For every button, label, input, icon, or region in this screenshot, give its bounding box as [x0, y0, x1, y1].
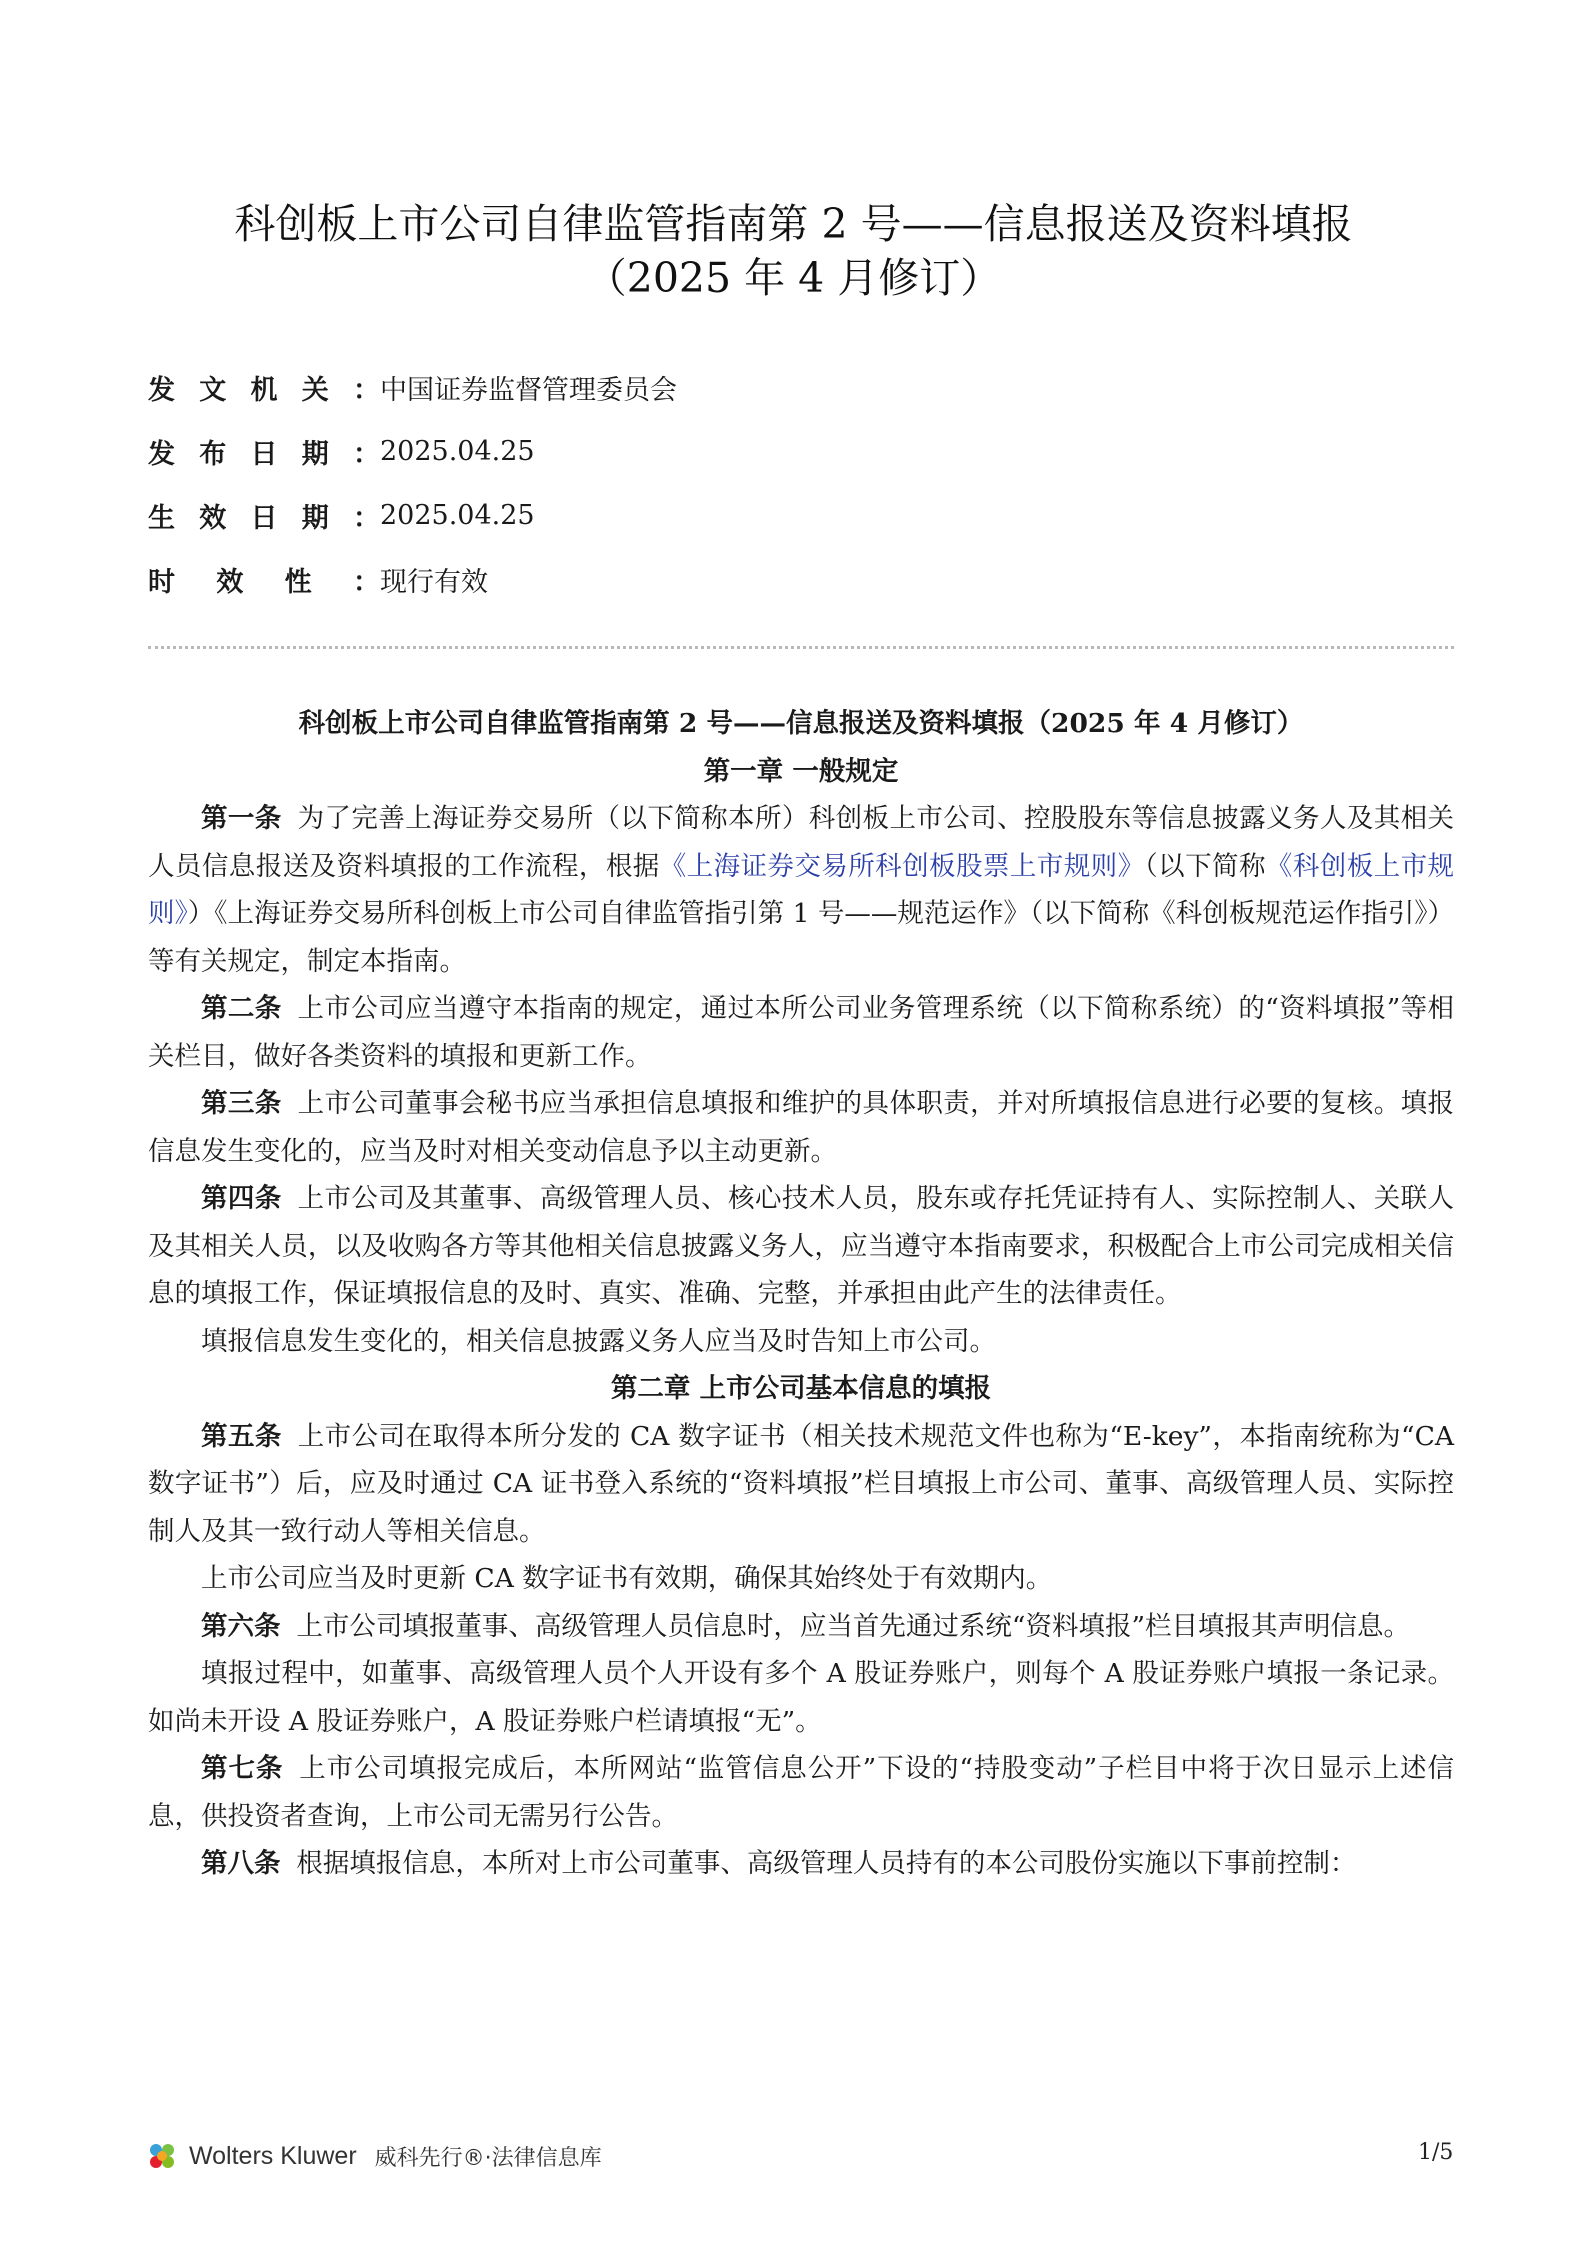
article-4	[148, 1175, 1454, 1318]
article-5	[148, 1413, 1454, 1556]
chapter-heading: 第一章 一般规定	[703, 755, 899, 787]
chapter-heading: 第二章 上市公司基本信息的填报	[610, 1373, 992, 1404]
document-body	[148, 700, 1454, 1888]
article-text: 上市公司应当遵守本指南的规定，通过本所公司业务管理系统（以下简称系统）的“资料填报”等相关栏目，做好各类资料的填报和更新工作。	[148, 993, 1455, 1072]
meta-row-effective-date	[148, 483, 677, 547]
article-label: 第八条	[201, 1848, 281, 1879]
article-text: 上市公司董事会秘书应当承担信息填报和维护的具体职责，并对所填报信息进行必要的复核。填报信息发生变化的，应当及时对相关变动信息予以主动更新。	[148, 1088, 1455, 1167]
meta-row-issuer	[148, 355, 677, 419]
page-number: 1/5	[1418, 2140, 1454, 2165]
document-title	[0, 198, 1587, 304]
article-text: （以下简称	[1144, 850, 1266, 882]
article-1	[148, 795, 1454, 985]
footer-brand	[145, 2136, 602, 2176]
rule-link[interactable]: 《科创板上市规则》	[148, 850, 1455, 929]
title-line-1: 科创板上市公司自律监管指南第 2 号——信息报送及资料填报	[234, 200, 1353, 248]
article-7	[148, 1745, 1454, 1840]
article-text: 上市公司及其董事、高级管理人员、核心技术人员，股东或存托凭证持有人、实际控制人、关联人及其相关人员，以及收购各方等其他相关信息披露义务人，应当遵守本指南要求，积极配合上市公司完成相关信息的填报工作，保证填报信息的及时、真实、准确、完整，并承担由此产生的法律责任。	[148, 1183, 1455, 1309]
brand-name-english: Wolters Kluwer	[189, 2141, 357, 2170]
article-label: 第二条	[201, 993, 282, 1024]
article-text: 上市公司在取得本所分发的 CA 数字证书（相关技术规范文件也称为“E-key”，本指南统称为“CA 数字证书”）后，应及时通过 CA 证书登入系统的“资料填报”栏目填报上市公司、董事、高级管理人员、实际控制人及其一致行动人等相关信息。	[148, 1420, 1454, 1547]
article-6	[148, 1603, 1454, 1651]
article-text: 根据填报信息，本所对上市公司董事、高级管理人员持有的本公司股份实施以下事前控制：	[296, 1848, 1357, 1879]
meta-label: 发 文 机 关 ：	[148, 374, 380, 406]
article-6-paragraph-2: 填报过程中，如董事、高级管理人员个人开设有多个 A 股证券账户，则每个 A 股证券账户填报一条记录。如尚未开设 A 股证券账户，A 股证券账户栏请填报“无”。	[148, 1658, 1454, 1737]
article-5-paragraph-2: 上市公司应当及时更新 CA 数字证书有效期，确保其始终处于有效期内。	[201, 1563, 1053, 1594]
brand-name-chinese: 威科先行®·法律信息库	[374, 2145, 602, 2171]
article-4-paragraph-2: 填报信息发生变化的，相关信息披露义务人应当及时告知上市公司。	[201, 1325, 996, 1357]
article-label: 第三条	[201, 1088, 282, 1119]
dotted-divider	[148, 646, 1454, 649]
wolters-kluwer-logo-icon	[145, 2139, 179, 2173]
title-line-2: （2025 年 4 月修订）	[585, 254, 1002, 302]
article-text: ）《上海证券交易所科创板上市公司自律监管指引第 1 号——规范运作》（以下简称《科创板规范运作指引》）等有关规定，制定本指南。	[148, 898, 1454, 977]
article-label: 第四条	[201, 1183, 282, 1214]
meta-label: 生 效 日 期 ：	[148, 502, 380, 534]
article-text: 上市公司填报董事、高级管理人员信息时，应当首先通过系统“资料填报”栏目填报其声明信息。	[296, 1610, 1410, 1642]
meta-value-issuer: 中国证券监督管理委员会	[380, 374, 677, 406]
meta-label: 时 效 性 ：	[148, 566, 380, 598]
meta-value-publish-date: 2025.04.25	[380, 435, 535, 467]
article-text: 上市公司填报完成后，本所网站“监管信息公开”下设的“持股变动”子栏目中将于次日显示上述信息，供投资者查询，上市公司无需另行公告。	[148, 1753, 1454, 1832]
document-metadata	[148, 355, 677, 611]
rule-link[interactable]: 《上海证券交易所科创板股票上市规则》	[659, 850, 1145, 882]
body-heading: 科创板上市公司自律监管指南第 2 号——信息报送及资料填报（2025 年 4 月修订）	[298, 708, 1304, 739]
meta-row-validity	[148, 547, 677, 611]
article-8	[148, 1840, 1454, 1888]
article-label: 第一条	[201, 803, 282, 834]
article-label: 第七条	[201, 1753, 284, 1784]
meta-row-publish-date	[148, 419, 677, 483]
article-label: 第六条	[201, 1610, 281, 1642]
article-2	[148, 985, 1454, 1080]
meta-label: 发 布 日 期 ：	[148, 438, 380, 470]
article-3	[148, 1080, 1454, 1175]
meta-value-validity: 现行有效	[380, 566, 488, 598]
meta-value-effective-date: 2025.04.25	[380, 499, 535, 531]
article-text: 为了完善上海证券交易所（以下简称本所）科创板上市公司、控股股东等信息披露义务人及其相关人员信息报送及资料填报的工作流程，根据	[148, 803, 1455, 882]
article-label: 第五条	[201, 1420, 282, 1452]
